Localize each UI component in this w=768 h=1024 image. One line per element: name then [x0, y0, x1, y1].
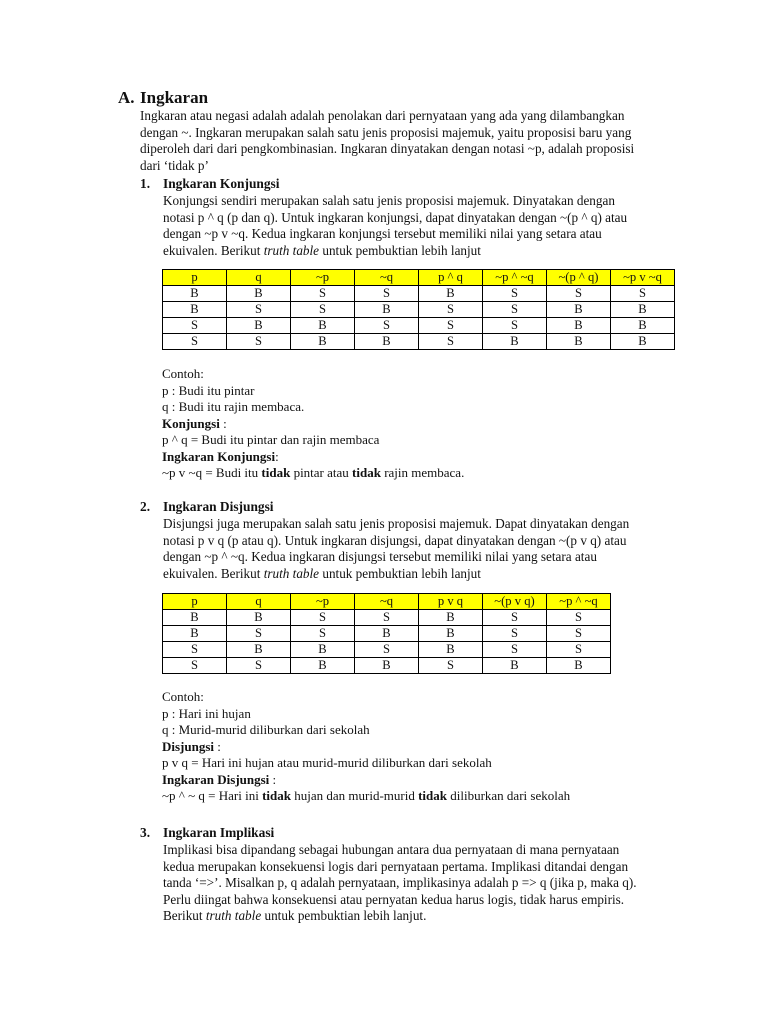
table-header-row: [163, 594, 611, 610]
table-cell: B: [291, 318, 355, 334]
subsection-number: 2.: [140, 499, 151, 514]
table-cell: B: [227, 318, 291, 334]
text: diliburkan dari sekolah: [446, 788, 571, 803]
table-cell: B: [291, 334, 355, 350]
table-header-cell: ~p v ~q: [611, 270, 675, 286]
table-cell: S: [163, 318, 227, 334]
label-suffix: :: [214, 738, 221, 754]
body-text: Berikut: [163, 908, 206, 924]
table-cell: B: [611, 318, 675, 334]
body-text: ekuivalen. Berikut: [163, 242, 264, 258]
bold-label: Ingkaran Konjungsi: [162, 448, 276, 464]
table-cell: S: [355, 318, 419, 334]
example-heading: [162, 449, 702, 466]
implikasi-body: [163, 842, 693, 925]
table-header-cell: p: [163, 594, 227, 610]
table-row: [163, 286, 675, 302]
table-cell: B: [547, 302, 611, 318]
table-cell: S: [355, 610, 419, 626]
table-cell: B: [419, 610, 483, 626]
body-line: Perlu diingat bahwa konsekuensi atau pernyatan kedua harus logis, tidak harus empiris.: [163, 891, 625, 907]
bold-word: tidak: [352, 465, 381, 480]
table-cell: S: [547, 286, 611, 302]
table-cell: B: [227, 286, 291, 302]
table-row: [163, 302, 675, 318]
table-cell: B: [163, 626, 227, 642]
table-cell: B: [355, 626, 419, 642]
table-header-cell: ~q: [355, 270, 419, 286]
text: hujan dan murid-murid: [290, 788, 419, 803]
example-q: q : Budi itu rajin membaca.: [162, 399, 305, 414]
table-cell: S: [547, 610, 611, 626]
body-line: [163, 243, 693, 260]
subsection-heading-disjungsi: [140, 499, 274, 515]
subsection-number: 1.: [140, 176, 151, 191]
table-cell: B: [227, 610, 291, 626]
italic-term: truth table: [263, 565, 320, 581]
table-row: [163, 610, 611, 626]
table-cell: S: [227, 302, 291, 318]
intro-line: Ingkaran atau negasi adalah adalah penolakan dari pernyataan yang ada yang dilambangkan: [140, 108, 625, 123]
body-line: Implikasi bisa dipandang sebagai hubungan antara dua pernyataan di mana pernyataan: [163, 842, 620, 857]
example-heading: [162, 416, 702, 433]
table-cell: S: [163, 642, 227, 658]
table-header-cell: ~p ^ ~q: [547, 594, 611, 610]
table-cell: S: [419, 658, 483, 674]
body-line: tanda ‘=>’. Misalkan p, q adalah pernyataan, implikasinya adalah p => q (jika p, maka q).: [163, 875, 637, 891]
body-line: Konjungsi sendiri merupakan salah satu jenis proposisi majemuk. Dinyatakan dengan: [163, 193, 615, 208]
truth-table-disjungsi: [162, 593, 611, 674]
subsection-heading-konjungsi: [140, 176, 279, 192]
table-cell: S: [419, 302, 483, 318]
table-cell: S: [547, 626, 611, 642]
section-intro: [140, 108, 700, 174]
table-cell: B: [355, 334, 419, 350]
body-line: [163, 566, 693, 583]
table-header-cell: ~p ^ ~q: [483, 270, 547, 286]
table-cell: S: [419, 318, 483, 334]
table-cell: S: [291, 626, 355, 642]
italic-term: truth table: [205, 908, 262, 924]
table-header-cell: p ^ q: [419, 270, 483, 286]
table-cell: B: [355, 658, 419, 674]
table-cell: S: [483, 286, 547, 302]
table-cell: B: [419, 642, 483, 658]
example-p: p : Hari ini hujan: [162, 705, 251, 721]
subsection-heading-implikasi: [140, 825, 274, 841]
section-heading: [118, 88, 208, 108]
table-cell: B: [355, 302, 419, 318]
bold-label: Konjungsi: [162, 415, 220, 431]
table-cell: S: [291, 286, 355, 302]
table-cell: B: [291, 658, 355, 674]
bold-word: tidak: [262, 788, 291, 803]
table-cell: S: [483, 610, 547, 626]
example-statement: p v q = Hari ini hujan atau murid-murid diliburkan dari sekolah: [162, 755, 492, 770]
body-line: dengan ~p ^ ~q. Kedua ingkaran disjungsi tersebut memiliki nilai yang setara atau: [163, 549, 597, 565]
body-text: untuk pembuktian lebih lanjut: [319, 565, 481, 581]
example-negation: [162, 788, 702, 805]
table-cell: B: [611, 334, 675, 350]
table-cell: S: [227, 626, 291, 642]
table-cell: S: [483, 318, 547, 334]
table-cell: S: [483, 626, 547, 642]
konjungsi-body: [163, 193, 693, 259]
table-cell: B: [483, 334, 547, 350]
body-line: dengan ~p v ~q. Kedua ingkaran konjungsi tersebut memiliki nilai yang setara atau: [163, 226, 602, 242]
subsection-title: Ingkaran Disjungsi: [163, 499, 274, 514]
body-text: untuk pembuktian lebih lanjut.: [261, 908, 427, 924]
table-cell: S: [419, 334, 483, 350]
table-cell: B: [227, 642, 291, 658]
table-cell: S: [227, 334, 291, 350]
body-text: ekuivalen. Berikut: [163, 565, 264, 581]
table-cell: B: [419, 286, 483, 302]
table-cell: B: [483, 658, 547, 674]
table-row: [163, 642, 611, 658]
table-cell: S: [483, 642, 547, 658]
section-title: Ingkaran: [140, 88, 209, 107]
table-header-cell: ~p: [291, 270, 355, 286]
example-label: Contoh:: [162, 366, 204, 381]
bold-label: Ingkaran Disjungsi: [162, 771, 270, 787]
bold-word: tidak: [261, 465, 291, 480]
label-suffix: :: [269, 771, 277, 787]
subsection-title: Ingkaran Implikasi: [163, 825, 275, 840]
table-header-row: [163, 270, 675, 286]
table-cell: B: [547, 334, 611, 350]
table-header-cell: ~(p v q): [483, 594, 547, 610]
table-cell: B: [547, 318, 611, 334]
table-header-cell: p: [163, 270, 227, 286]
body-text: untuk pembuktian lebih lanjut: [319, 242, 481, 258]
table-cell: S: [483, 302, 547, 318]
table-row: [163, 626, 611, 642]
table-header-cell: ~p: [291, 594, 355, 610]
disjungsi-body: [163, 516, 693, 582]
table-cell: B: [419, 626, 483, 642]
body-line: Disjungsi juga merupakan salah satu jenis proposisi majemuk. Dapat dinyatakan dengan: [163, 516, 630, 531]
text: ~p v ~q = Budi itu: [162, 465, 262, 480]
table-header-cell: p v q: [419, 594, 483, 610]
label-suffix: :: [275, 448, 279, 464]
table-cell: B: [611, 302, 675, 318]
body-line: notasi p ^ q (p dan q). Untuk ingkaran konjungsi, dapat dinyatakan dengan ~(p ^ q) atau: [163, 209, 628, 225]
table-cell: S: [611, 286, 675, 302]
example-q: q : Murid-murid diliburkan dari sekolah: [162, 722, 370, 737]
bold-word: tidak: [418, 788, 447, 803]
table-cell: B: [163, 286, 227, 302]
example-heading: [162, 739, 702, 756]
truth-table-konjungsi: [162, 269, 675, 350]
section-number: A.: [118, 88, 135, 107]
table-header-cell: ~q: [355, 594, 419, 610]
example-heading: [162, 772, 702, 789]
table-cell: B: [163, 302, 227, 318]
konjungsi-example: [162, 366, 702, 482]
table-header-cell: q: [227, 594, 291, 610]
text: pintar atau: [290, 465, 353, 480]
subsection-number: 3.: [140, 825, 151, 840]
text: ~p ^ ~ q = Hari ini: [162, 788, 263, 803]
table-cell: S: [163, 334, 227, 350]
example-statement: p ^ q = Budi itu pintar dan rajin membaca: [162, 432, 380, 447]
example-negation: [162, 465, 702, 482]
table-cell: B: [547, 658, 611, 674]
intro-line: dari ‘tidak p’: [140, 157, 209, 173]
table-cell: S: [547, 642, 611, 658]
table-header-cell: ~(p ^ q): [547, 270, 611, 286]
table-cell: S: [291, 610, 355, 626]
example-p: p : Budi itu pintar: [162, 382, 255, 398]
table-row: [163, 658, 611, 674]
body-line: [163, 908, 693, 925]
example-label: Contoh:: [162, 689, 204, 704]
bold-label: Disjungsi: [162, 738, 215, 754]
intro-line: dengan ~. Ingkaran merupakan salah satu jenis proposisi majemuk, yaitu proposisi baru yang: [140, 124, 632, 140]
body-line: notasi p v q (p atau q). Untuk ingkaran disjungsi, dapat dinyatakan dengan ~(p v q) atau: [163, 532, 627, 548]
table-cell: B: [163, 610, 227, 626]
table-cell: S: [355, 642, 419, 658]
table-cell: S: [291, 302, 355, 318]
intro-line: diperoleh dari dari pengkombinasian. Ingkaran dinyatakan dengan notasi ~p, adalah proposisi: [140, 141, 635, 157]
subsection-title: Ingkaran Konjungsi: [163, 176, 280, 191]
body-line: kedua merupakan konsekuensi logis dari pernyataan pertama. Implikasi ditandai dengan: [163, 858, 629, 874]
table-row: [163, 334, 675, 350]
table-cell: S: [355, 286, 419, 302]
disjungsi-example: [162, 689, 702, 805]
table-row: [163, 318, 675, 334]
table-cell: B: [291, 642, 355, 658]
table-cell: S: [227, 658, 291, 674]
text: rajin membaca.: [380, 465, 465, 480]
table-cell: S: [163, 658, 227, 674]
table-header-cell: q: [227, 270, 291, 286]
italic-term: truth table: [263, 242, 320, 258]
label-suffix: :: [219, 415, 227, 431]
